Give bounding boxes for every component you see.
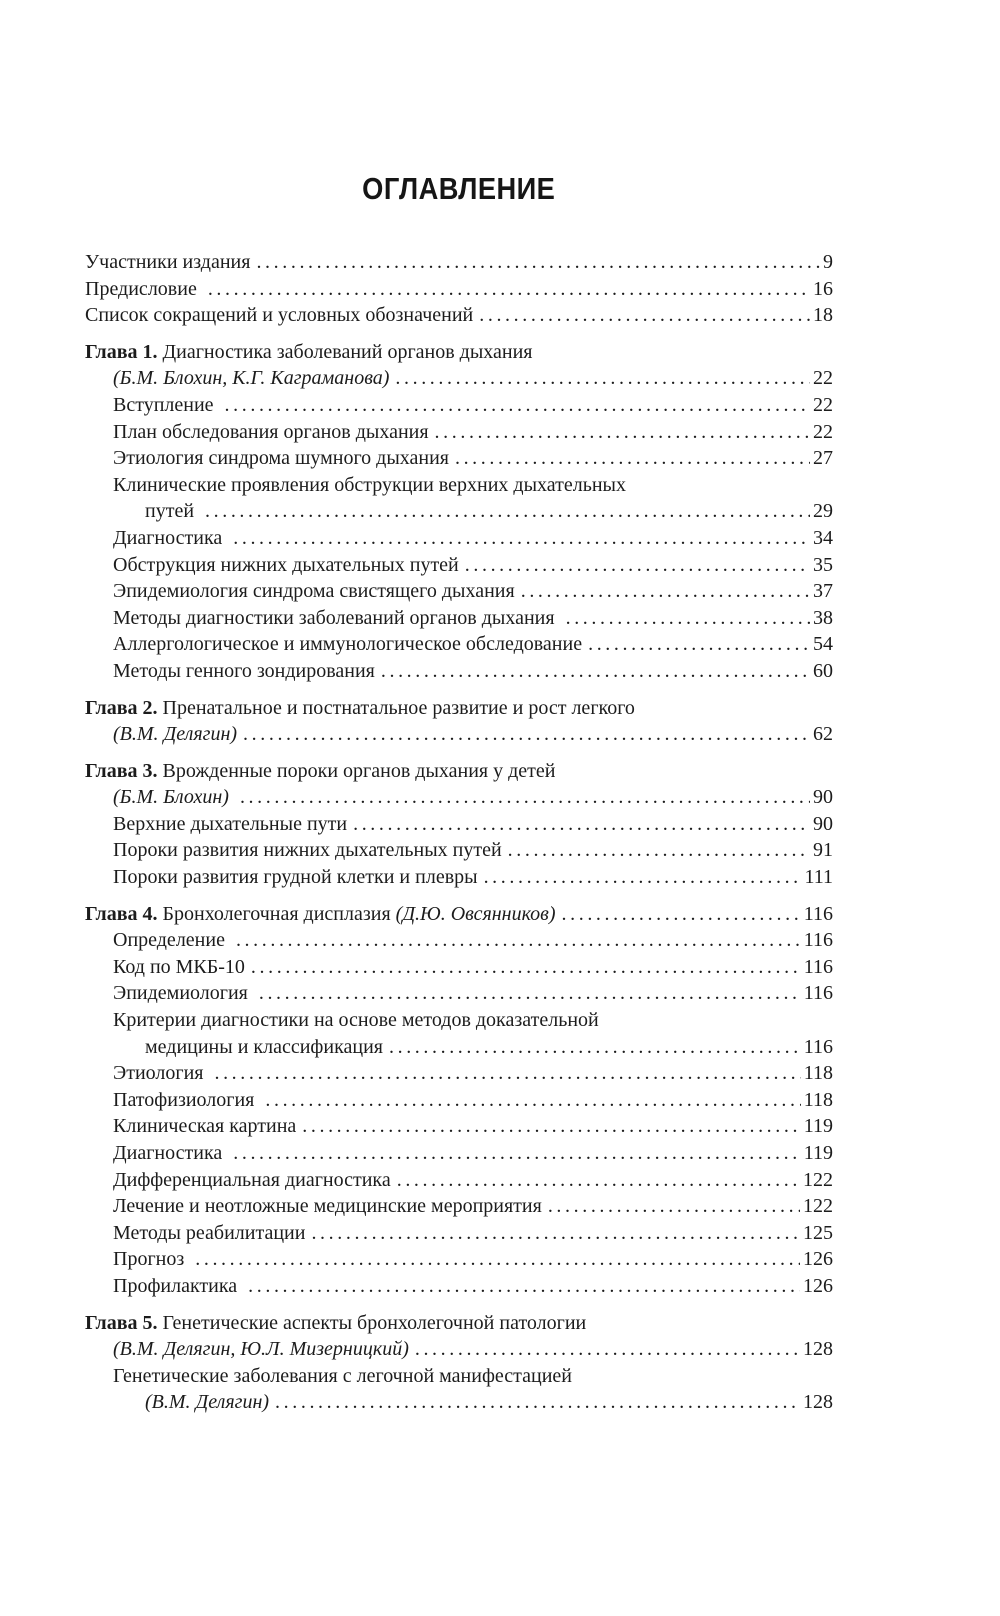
toc-entry-text: Профилактика (113, 1274, 243, 1297)
dot-leader (521, 578, 810, 605)
page-number: 9 (823, 251, 833, 273)
toc-entry-text: Пороки развития нижних дыхательных путей (113, 839, 502, 862)
page-number: 37 (813, 580, 833, 603)
dot-leader (195, 1246, 800, 1273)
page-title-text: ОГЛАВЛЕНИЕ (362, 171, 556, 206)
dot-leader (395, 365, 810, 392)
page-number: 118 (803, 1088, 833, 1111)
toc-line (85, 1336, 833, 1363)
toc-line (85, 1034, 833, 1061)
page-number: 54 (813, 633, 833, 656)
toc-line (85, 784, 833, 811)
toc-entry-text: Глава 5. Генетические аспекты бронхолегочной патологии (85, 1311, 587, 1334)
toc-entry-text: (В.М. Делягин) (113, 723, 238, 746)
toc-line (85, 1363, 833, 1390)
dot-leader (240, 784, 810, 811)
toc-line (85, 695, 833, 722)
toc-entry-text: Глава 2. Пренатальное и постнатальное развитие и рост легкого (85, 696, 635, 719)
dot-leader (484, 864, 802, 891)
toc-line (85, 837, 833, 864)
toc-line (85, 1389, 833, 1416)
toc-line (85, 419, 833, 446)
toc-entry-text: Верхние дыхательные пути (113, 812, 348, 835)
page-number: 119 (803, 1142, 833, 1164)
toc-line (85, 302, 833, 329)
dot-leader (259, 980, 801, 1007)
page-number: 27 (813, 447, 833, 470)
toc-entry-text: Прогноз (113, 1248, 190, 1271)
toc-entry-text: Аллергологическое и иммунологическое обследование (113, 633, 583, 656)
page-number: 90 (813, 786, 833, 809)
toc-line (85, 901, 833, 928)
toc-line (85, 658, 833, 685)
page-number: 116 (803, 955, 833, 978)
page-number: 18 (813, 304, 833, 327)
toc-line (85, 721, 833, 748)
page-number: 22 (813, 420, 833, 443)
toc-entry-text: Глава 3. Врожденные пороки органов дыхания у детей (85, 759, 556, 782)
dot-leader (233, 1140, 800, 1167)
toc-line (85, 578, 833, 605)
toc-entry-text: Вступление (113, 393, 219, 416)
toc-entry-text: (В.М. Делягин, Ю.Л. Мизерницкий) (113, 1338, 409, 1361)
page-number: 119 (803, 1115, 833, 1138)
toc-line (85, 927, 833, 954)
toc-line (85, 249, 833, 276)
toc-entry-text: Код по МКБ-10 (113, 955, 245, 978)
toc-entry-text: путей (145, 500, 200, 523)
toc-line (85, 276, 833, 303)
dot-leader (479, 302, 810, 329)
toc-entry-text: Лечение и неотложные медицинские мероприятия (113, 1195, 542, 1218)
toc-entry-text: Дифференциальная диагностика (113, 1168, 391, 1191)
toc-entry-text: Клиническая картина (113, 1115, 297, 1138)
toc-line (85, 552, 833, 579)
page-number: 122 (803, 1168, 833, 1191)
dot-leader (233, 525, 810, 552)
page-number: 38 (813, 606, 833, 629)
toc-line (85, 339, 833, 366)
page-number: 62 (813, 723, 833, 746)
toc-entry-text: Методы реабилитации (113, 1221, 306, 1244)
dot-leader (208, 276, 810, 303)
toc-line (85, 605, 833, 632)
dot-leader (508, 837, 810, 864)
page-number: 22 (813, 393, 833, 416)
dot-leader (275, 1389, 800, 1416)
toc-line (85, 392, 833, 419)
toc-line (85, 864, 833, 891)
dot-leader (548, 1193, 800, 1220)
toc-line (85, 1193, 833, 1220)
toc-entry-text: Предисловие (85, 277, 202, 300)
page-number: 90 (813, 812, 833, 835)
dot-leader (265, 1087, 800, 1114)
toc-line (85, 365, 833, 392)
dot-leader (205, 498, 810, 525)
page-number: 128 (803, 1338, 833, 1361)
toc-line (85, 1113, 833, 1140)
toc-entry-text: Клинические проявления обструкции верхних дыхательных (113, 473, 626, 496)
dot-leader (248, 1273, 800, 1300)
page-number: 116 (803, 1035, 833, 1058)
page-number: 122 (803, 1195, 833, 1218)
toc-line (85, 631, 833, 658)
toc-line (85, 525, 833, 552)
toc-line (85, 472, 833, 499)
page-number: 60 (813, 659, 833, 682)
dot-leader (465, 552, 810, 579)
page-number: 126 (803, 1248, 833, 1271)
dot-leader (225, 392, 810, 419)
toc-line (85, 758, 833, 785)
page-number: 29 (813, 500, 833, 523)
toc-entry-text: Участники издания (85, 251, 251, 273)
toc-entry-text: Критерии диагностики на основе методов доказательной (113, 1009, 599, 1032)
toc-line (85, 498, 833, 525)
toc-entry-text: Эпидемиология (113, 982, 253, 1005)
page-number: 34 (813, 526, 833, 549)
toc-line (85, 1220, 833, 1247)
page-number: 128 (803, 1391, 833, 1414)
dot-leader (381, 658, 810, 685)
toc-line (85, 1246, 833, 1273)
toc-line (85, 1087, 833, 1114)
page-number: 111 (804, 866, 833, 889)
dot-leader (251, 954, 801, 981)
toc-entry-text: План обследования органов дыхания (113, 420, 429, 443)
toc-entry-text: Список сокращений и условных обозначений (85, 304, 474, 327)
dot-leader (311, 1220, 800, 1247)
page-number: 16 (813, 277, 833, 300)
dot-leader (256, 249, 820, 276)
dot-leader (415, 1336, 800, 1363)
toc-line (85, 1140, 833, 1167)
toc-entry-text: Методы диагностики заболеваний органов дыхания (113, 606, 560, 629)
toc-line (85, 954, 833, 981)
dot-leader (562, 901, 801, 928)
toc-entry-text: (Б.М. Блохин) (113, 786, 234, 809)
dot-leader (243, 721, 810, 748)
page-number: 126 (803, 1274, 833, 1297)
page-number: 35 (813, 553, 833, 576)
toc-entry-text: Диагностика (113, 526, 228, 549)
toc-entry-text: Определение (113, 929, 230, 952)
dot-leader (566, 605, 810, 632)
toc-entry-text: медицины и классификация (145, 1035, 383, 1058)
toc-entry-text: (Б.М. Блохин, К.Г. Каграманова) (113, 367, 390, 390)
toc-entry-text: Диагностика (113, 1142, 228, 1164)
dot-leader (435, 419, 810, 446)
toc-line (85, 1273, 833, 1300)
toc-entry-text: Эпидемиология синдрома свистящего дыхания (113, 580, 515, 603)
toc-line (85, 811, 833, 838)
dot-leader (302, 1113, 800, 1140)
page-number: 116 (803, 902, 833, 925)
page-number: 116 (803, 929, 833, 952)
dot-leader (389, 1034, 801, 1061)
dot-leader (236, 927, 801, 954)
page-title (85, 170, 833, 207)
toc-line (85, 1167, 833, 1194)
toc-line (85, 980, 833, 1007)
toc-entry-text: Обструкция нижних дыхательных путей (113, 553, 459, 576)
dot-leader (588, 631, 810, 658)
toc-entry-text: Пороки развития грудной клетки и плевры (113, 866, 478, 889)
dot-leader (455, 445, 810, 472)
toc-entry-text: (В.М. Делягин) (145, 1391, 270, 1414)
toc-entry-text: Глава 4. Бронхолегочная дисплазия (Д.Ю. Овсянников) (85, 902, 556, 925)
toc-line (85, 1007, 833, 1034)
page-number: 22 (813, 367, 833, 390)
toc-entry-text: Этиология синдрома шумного дыхания (113, 447, 449, 470)
toc-line (85, 1310, 833, 1337)
page-number: 125 (803, 1221, 833, 1244)
toc-entry-text: Этиология (113, 1062, 209, 1085)
dot-leader (353, 811, 810, 838)
dot-leader (214, 1060, 800, 1087)
page-number: 118 (803, 1062, 833, 1085)
toc-entry-text: Глава 1. Диагностика заболеваний органов дыхания (85, 340, 533, 363)
dot-leader (397, 1167, 800, 1194)
page-number: 116 (803, 982, 833, 1005)
toc-entry-text: Патофизиология (113, 1088, 260, 1111)
page-number: 91 (813, 839, 833, 862)
toc (85, 249, 833, 1416)
toc-line (85, 445, 833, 472)
toc-entry-text: Методы генного зондирования (113, 659, 375, 682)
toc-line (85, 1060, 833, 1087)
toc-entry-text: Генетические заболевания с легочной манифестацией (113, 1364, 573, 1387)
